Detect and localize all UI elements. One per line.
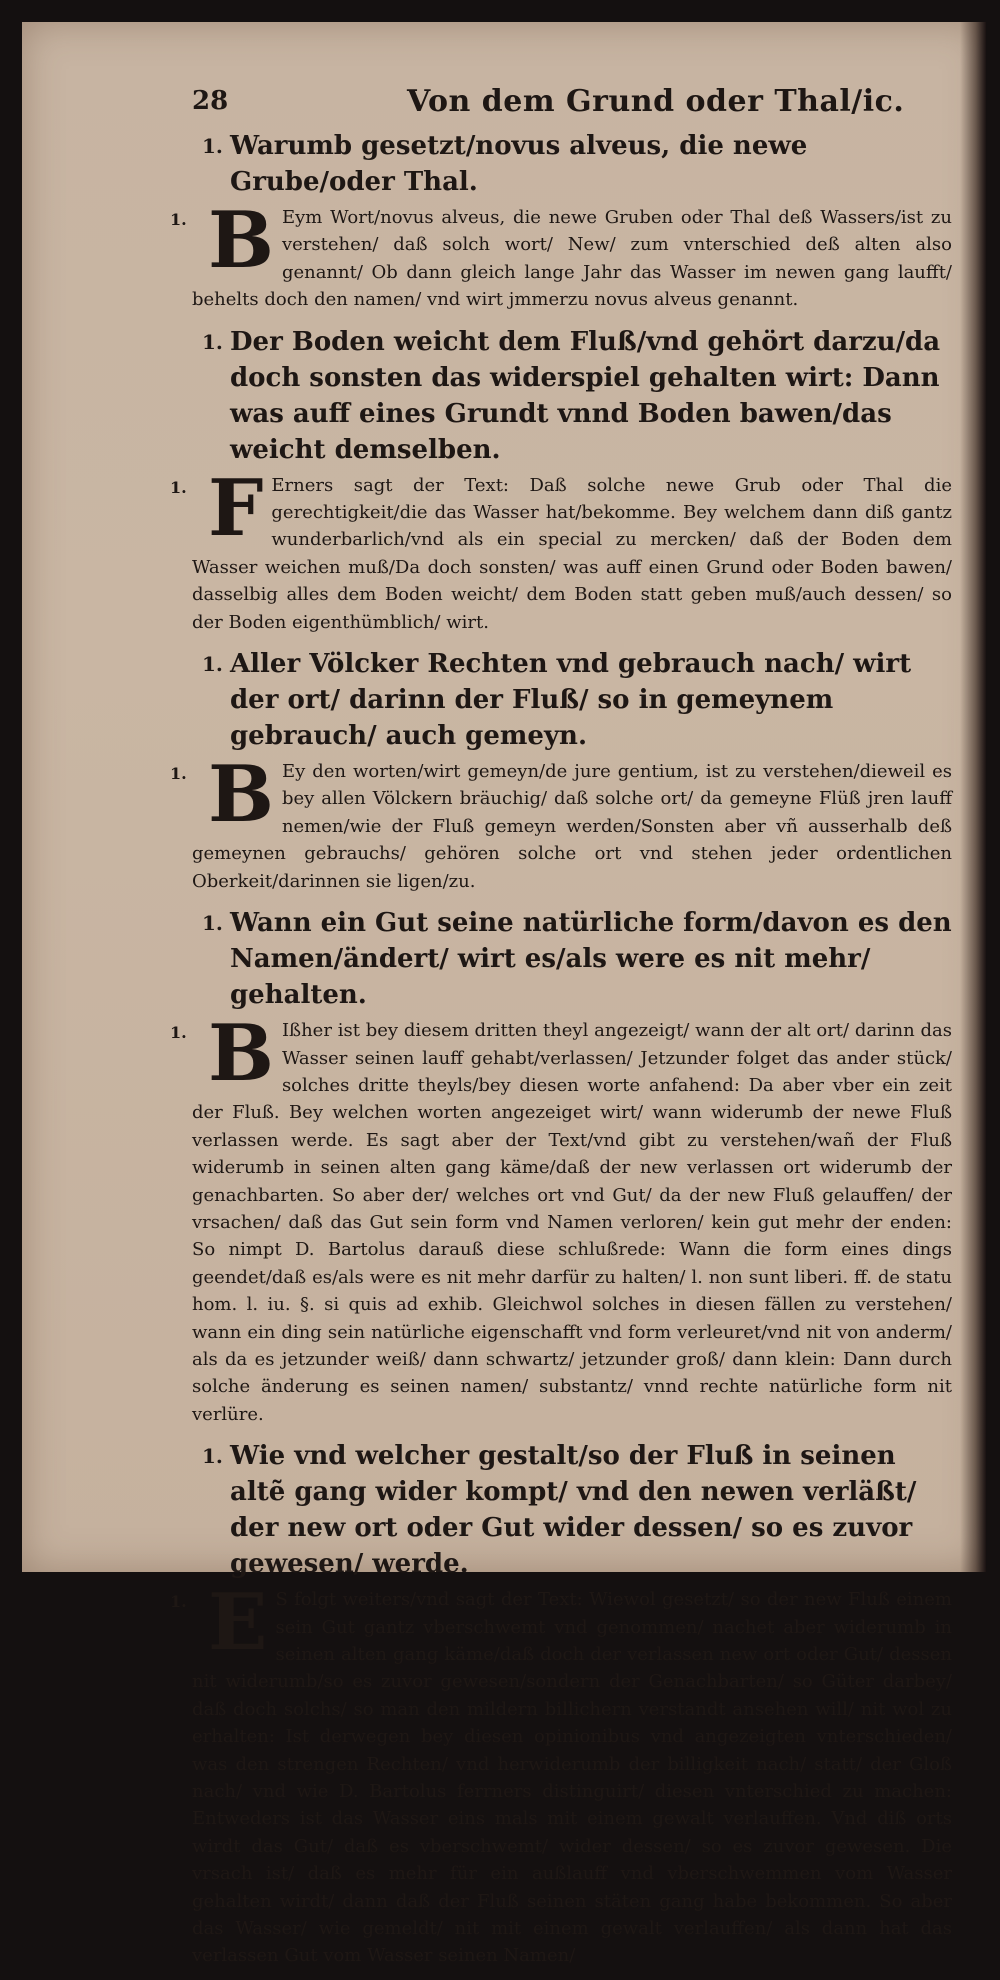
paragraph-text: Eym Wort/novus alveus, die newe Gruben oder Thal deß Wassers/ist zu verstehen/ daß solch wort/ New/ zum vnterschied deß alten also genannt/ Ob dann gleich lange Jahr das Wasser im newen gang laufft/ behelts doch den namen/ vnd wirt jmmerzu novus alveus genannt. <box>192 207 952 311</box>
drop-cap: F <box>208 462 264 554</box>
heading-number: 1. <box>202 911 223 936</box>
book-page <box>22 22 986 1967</box>
page-header <box>192 80 952 128</box>
running-title: Von dem Grund oder Thal/ic. <box>407 84 905 119</box>
paragraph-number: 1. <box>170 1023 187 1043</box>
heading-text: Wann ein Gut seine natürliche form/davon es den Namen/ändert/ wirt es/als were es nit mehr/ gehalten. <box>230 908 952 1011</box>
paragraph-text: Ißher ist bey diesem dritten theyl angezeigt/ wann der alt ort/ darinn das Wasser seinen lauff gehabt/verlassen/ Jetzunder folget das ander stück/ solches dritte theyls/bey diesen worte anfahend: Da aber vber ein zeit der Fluß. Bey welchen worten angezeiget wirt/ wann widerumb der newe Fluß verlassen werde. Es sagt aber der Text/vnd gibt zu verstehen/wañ der Fluß widerumb in seinen alten gang käme/daß der new verlassen ort widerumb der genachbarten. So aber der/ welches ort vnd Gut/ da der new Fluß gelauffen/ der vrsachen/ daß das Gut sein form vnd Namen verloren/ kein gut mehr der enden: So nimpt D. Bartolus darauß diese schlußrede: Wann die form eines dings geendet/daß es/als were es nit mehr darfür zu halten/ l. non sunt liberi. ff. de statu hom. l. iu. §. si quis ad exhib. Gleichwol solches in diesen fällen zu verstehen/ wann ein ding sein natürliche eigenschafft vnd form verleuret/vnd nit von anderm/ als da es jetzunder weiß/ dann schwartz/ jetzunder groß/ dann klein: Dann durch solche änderung es seinen namen/ substantz/ vnnd rechte natürliche form nit verlüre. <box>192 1020 952 1425</box>
section-heading <box>202 324 952 468</box>
section-paragraph <box>170 462 952 636</box>
section-heading <box>202 646 952 754</box>
heading-text: Der Boden weicht dem Fluß/vnd gehört darzu/da doch sonsten das widerspiel gehalten wirt: Dann was auff eines Grundt vnnd Boden bawen/das weicht demselben. <box>230 326 941 465</box>
drop-cap: E <box>208 1577 268 1669</box>
heading-number: 1. <box>202 329 223 354</box>
section-paragraph <box>170 195 952 314</box>
page-content <box>170 80 952 1980</box>
paragraph-number: 1. <box>170 1592 187 1612</box>
section-paragraph <box>170 1577 952 1970</box>
heading-number: 1. <box>202 1444 223 1469</box>
paragraph-text: Erners sagt der Text: Daß solche newe Grub oder Thal die gerechtigkeit/die das Wasser hat/bekomme. Bey welchem dann diß gantz wunderbarlich/vnd als ein special zu mercken/ daß der Boden dem Wasser weichen muß/Da doch sonsten/ was auff einen Grund oder Boden bawen/ dasselbig alles dem Boden weicht/ dem Boden statt geben muß/auch dessen/ so der Boden eigenthümblich/ wirt. <box>192 474 952 633</box>
paragraph-text: Ey den worten/wirt gemeyn/de jure gentium, ist zu verstehen/dieweil es bey allen Völckern bräuchig/ daß solche ort/ da gemeyne Flüß jren lauff nemen/wie der Fluß gemeyn werden/Sonsten aber vñ ausserhalb deß gemeynen gebrauchs/ gehören solche ort vnd stehen jeder ordentlichen Oberkeit/darinnen sie ligen/zu. <box>192 761 952 892</box>
section-heading <box>202 905 952 1013</box>
heading-text: Aller Völcker Rechten vnd gebrauch nach/ wirt der ort/ darinn der Fluß/ so in gemeynem gebrauch/ auch gemeyn. <box>230 649 912 752</box>
section-paragraph <box>170 1008 952 1428</box>
heading-text: Warumb gesetzt/novus alveus, die newe Grube/oder Thal. <box>230 131 808 197</box>
page-number: 28 <box>192 86 229 116</box>
section-heading <box>202 128 952 200</box>
heading-number: 1. <box>202 652 223 677</box>
section-paragraph <box>170 749 952 895</box>
heading-text: Wie vnd welcher gestalt/so der Fluß in seinen altẽ gang wider kompt/ vnd den newen verläßt/ der new ort oder Gut wider dessen/ so es zuvor gewesen/ werde. <box>230 1441 917 1580</box>
paragraph-number: 1. <box>170 210 187 229</box>
section-heading <box>202 1438 952 1582</box>
drop-cap: B <box>208 1008 274 1100</box>
paragraph-number: 1. <box>170 477 187 497</box>
page-gutter-shadow <box>960 22 986 1572</box>
paragraph-text: S folgt weiters/vnd sagt der Text: Wiewol gesetzt/ so der new Fluß einem sein Gut gantz vberschwemt vnd genommen/ nachet aber widerumb in seinen alten gang käme/daß doch der verlassen new ort oder Gut/ dessen nit widerumb/so es zuvor gewesen/sondern der Genachbarten/ so Güter darbey/ daß doch solchs/ so man den mildern billichern verstandt ansehen will/ nit wol zu erhalten: Ist derwegen bey diesen opinionibus vnd angezeigten vnterschieden/ was den strengen Rechten/ vnd herwiderumb der billigkeit nach/ statt/ der Gloß nach/ vnd wie D. Bartolus ferrners distinguirt/ diesen vnterschied zu machen: Entweders ist das Wasser eins mals mit einem gewalt verlauffen. Vnd diß orts wirdt das Gut/ daß es vberschwemt/ wider dessen/ so es zuvor gewesen. Die vrsach ist/ daß es mehr für ein außlauff vnd vberschwemmen vom Wasser gehalten wirdt/ dann daß der Fluß seinen stäten gang habe bekommen. So aber das Wasser/ wie gemeldt/ nit mit einem gewalt verlauffen/ als dann hat das verlassen Gut vom Wasser seinen Namen/ <box>192 1589 952 1967</box>
heading-number: 1. <box>202 134 223 158</box>
paragraph-number: 1. <box>170 764 187 784</box>
drop-cap: B <box>208 749 274 841</box>
drop-cap: B <box>208 195 274 286</box>
